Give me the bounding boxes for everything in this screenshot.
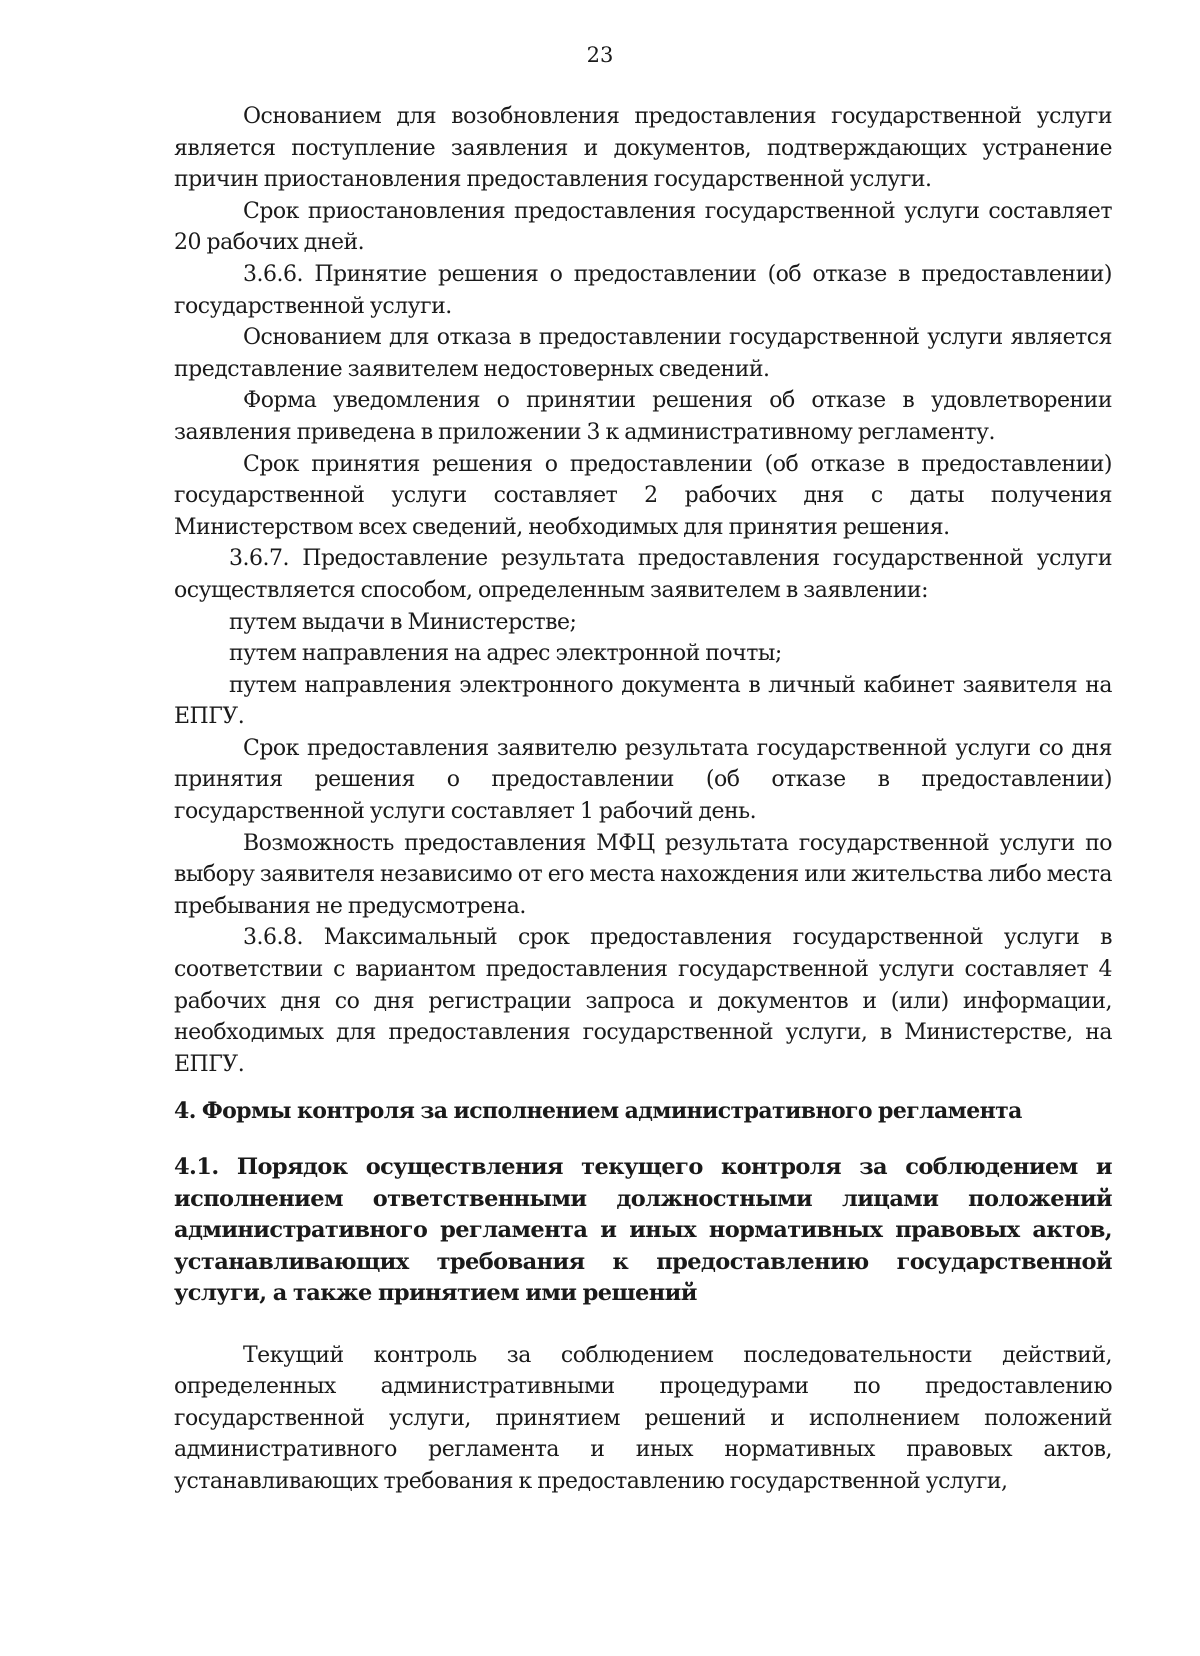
paragraph-result-delivery-term: Срок предоставления заявителю результата государственной услуги со дня принятия решения о предоставлении (об отказе в предоставлении) государственной услуги составляет 1 рабочий день. (174, 735, 1112, 825)
section-heading: 4. Формы контроля за исполнением административного регламента (174, 1098, 1022, 1125)
list-item: путем направления электронного документа в личный кабинет заявителя на ЕПГУ. (174, 672, 1112, 730)
paragraph-suspension-term: Срок приостановления предоставления государственной услуги составляет 20 рабочих дней. (174, 198, 1112, 256)
paragraph-mfc-possibility: Возможность предоставления МФЦ результата государственной услуги по выбору заявителя независимо от его места нахождения или жительства либо места пребывания не предусмотрена. (174, 830, 1112, 919)
subsection-heading: 4.1. Порядок осуществления текущего контроля за соблюдением и исполнением ответственными должностными лицами положений административного регламента и иных нормативных правовых актов, устанавливающих требования к предоставлению государственной услуги, а также принятием ими решений (174, 1154, 1112, 1307)
paragraph-3-6-8: 3.6.8. Максимальный срок предоставления государственной услуги в соответствии с вариантом предоставления государственной услуги составляет 4 рабочих дня со дня регистрации запроса и документов и (или) информации, необходимых для предоставления государственной услуги, в Министерстве, на ЕПГУ. (174, 925, 1112, 1077)
paragraph-3-6-6: 3.6.6. Принятие решения о предоставлении (об отказе в предоставлении) государственной услуги. (174, 261, 1112, 319)
list-item: путем направления на адрес электронной почты; (229, 641, 782, 667)
paragraph-refusal-basis: Основанием для отказа в предоставлении государственной услуги является представление заявителем недостоверных сведений. (174, 325, 1112, 382)
paragraph-3-6-7: 3.6.7. Предоставление результата предоставления государственной услуги осуществляется способом, определенным заявителем в заявлении: (174, 546, 1112, 603)
page-number: 23 (586, 43, 614, 67)
document-body (174, 101, 1112, 1497)
paragraph-current-control: Текущий контроль за соблюдением последовательности действий, определенных административными процедурами по предоставлению государственной услуги, принятием решений и исполнением положений административного регламента и иных нормативных правовых актов, устанавливающих требования к предоставлению государственной услуги, (174, 1342, 1112, 1494)
paragraph-decision-term: Срок принятия решения о предоставлении (об отказе в предоставлении) государственной услуги составляет 2 рабочих дня с даты получения Министерством всех сведений, необходимых для принятия решения. (174, 451, 1112, 540)
list-item: путем выдачи в Министерстве; (229, 609, 577, 635)
paragraph-resumption-basis: Основанием для возобновления предоставления государственной услуги является поступление заявления и документов, подтверждающих устранение причин приостановления предоставления государственной услуги. (174, 104, 1112, 193)
paragraph-notification-form: Форма уведомления о принятии решения об отказе в удовлетворении заявления приведена в приложении 3 к административному регламенту. (174, 388, 1112, 445)
